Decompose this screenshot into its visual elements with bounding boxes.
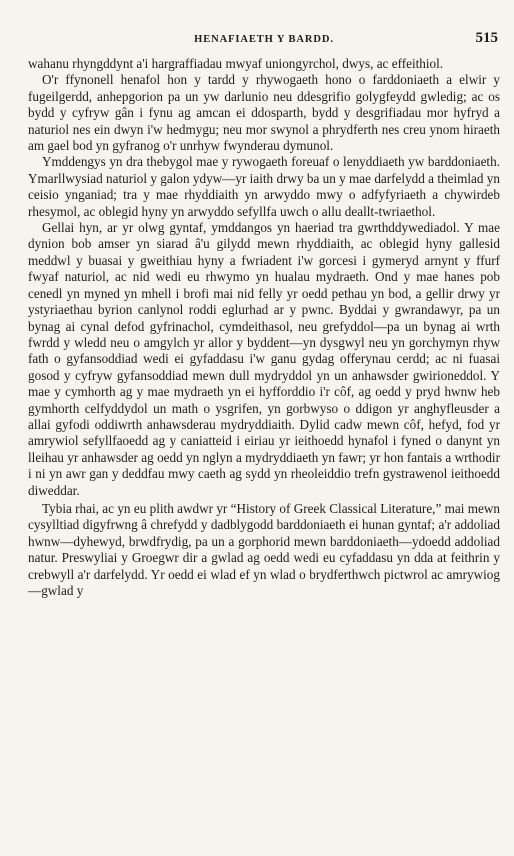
running-title: HENAFIAETH Y BARDD.: [194, 34, 334, 45]
paragraph-greek-literature: Tybia rhai, ac yn eu plith awdwr yr “History of Greek Classical Literature,” mai mewn cysylltiad digyfrwng â chrefydd y dadblygodd barddoniaeth ei hunan gyntaf; a'r addoliad hwnw—dyhewyd, brwdfrydig, pa un a gorphorid mewn barddoniaeth—ydoedd addoliad natur. Preswyliai y Groegwr dir a gwlad ag oedd wedi eu cyfaddasu yn dda at feithrin y crebwyll a'r darfelydd. Yr oedd ei wlad ef yn wlad o brydferthwch pictwrol ac amrywiog—gwlad y: [28, 500, 500, 598]
paragraph-continued: wahanu rhyngddynt a'i hargraffiadau mwyaf uniongyrchol, dwys, ac effeithiol.: [28, 56, 444, 71]
paragraph-prose-vs-verse: Gellai hyn, ar yr olwg gyntaf, ymddangos yn haeriad tra gwrthddywediadol. Y mae dynion bob amser yn siarad â'u gilydd mewn rhyddiaith, ac oblegid hyny gallesid meddwl y buasai y gweithiau hyny a fwriadent i'w gorcesi i gymeryd arnynt y ffurf fwyaf naturiol, ac nid wedi eu rhwymo yn hualau mydraeth. Ond y mae hanes pob cenedl yn myned yn mhell i brofi mai nid felly yr oedd pethau yn bod, a gellir drwy yr ystyriaethau byrion canlynol roddi eglurhad ar y pwnc. Byddai y gwrandawyr, pa un bynag ai cynal defod gyfrinachol, cymdeithasol, neu grefyddol—pa un bynag ai wrth fwrdd y wledd neu o amgylch yr allor y byddent—yn dysgwyl neu yn gorchymyn rhyw fath o gyfansoddiad wedi ei gyfaddasu i'w ganu gydag offerynau cerdd; ac ni fuasai gosod y cyfryw gyfansoddiad mewn dull mydryddol yn un anhawsder gwirioneddol. Y mae y cymhorth ag y mae mydraeth yn ei hyfforddio i'r côf, ag oedd y pryd hwnw heb gymhorth celfyddydol un math o ysgrifen, yn gorbwyso o ddigon yr anghyfleusder a allai gyfodi oddiwrth anhawsderau mydryddiaith. Dylid cadw mewn côf, hefyd, fod yr amrywiol sefyllfaoedd ag y caniatteid i eiriau yr ieithoedd hynafol i fyned o danynt yn lleihau yr anhawsder ag oedd yn nglyn a mydryddiaeth yn fawr; yr hon fantais a wrthodir i ni yn awr gan y deddfau mwy caeth ag sydd yn rheoleiddio trefn gystrawenol ieithoedd diweddar.: [28, 220, 500, 498]
paragraph-earliest-literature: Ymddengys yn dra thebygol mae y rywogaeth foreuaf o lenyddiaeth yw barddoniaeth. Ymarllwysiad naturiol y galon ydyw—yr iaith drwy ba un y mae darfelydd a theimlad yn ceisio ynganiad; tra y mae rhyddiaith yn arwyddo mwy o adfyfyriaeth a chywirdeb rhesymol, ac oblegid hyny yn arwyddo sefyllfa uwch o allu deallt-twriaethol.: [28, 154, 500, 219]
running-header: [28, 30, 500, 50]
body-text: [28, 56, 500, 599]
page-number: 515: [475, 30, 498, 46]
paragraph-pastoral-poetry: O'r ffynonell henafol hon y tardd y rhywogaeth hono o farddoniaeth a elwir y fugeilgerdd, anhepgorion pa un yw darlunio neu ddesgrifio golygfeydd gwledig; ac os bydd y cyfryw gân i fynu ag amcan ei ddosparth, bydd y desgrifiadau mor hyfryd a naturiol nes ein dwyn i'w hedmygu; neu mor swynol a phrydferth nes creu ynom hiraeth am gael bod yn gyfranog o'r unrhyw fwynderau dymunol.: [28, 72, 500, 154]
